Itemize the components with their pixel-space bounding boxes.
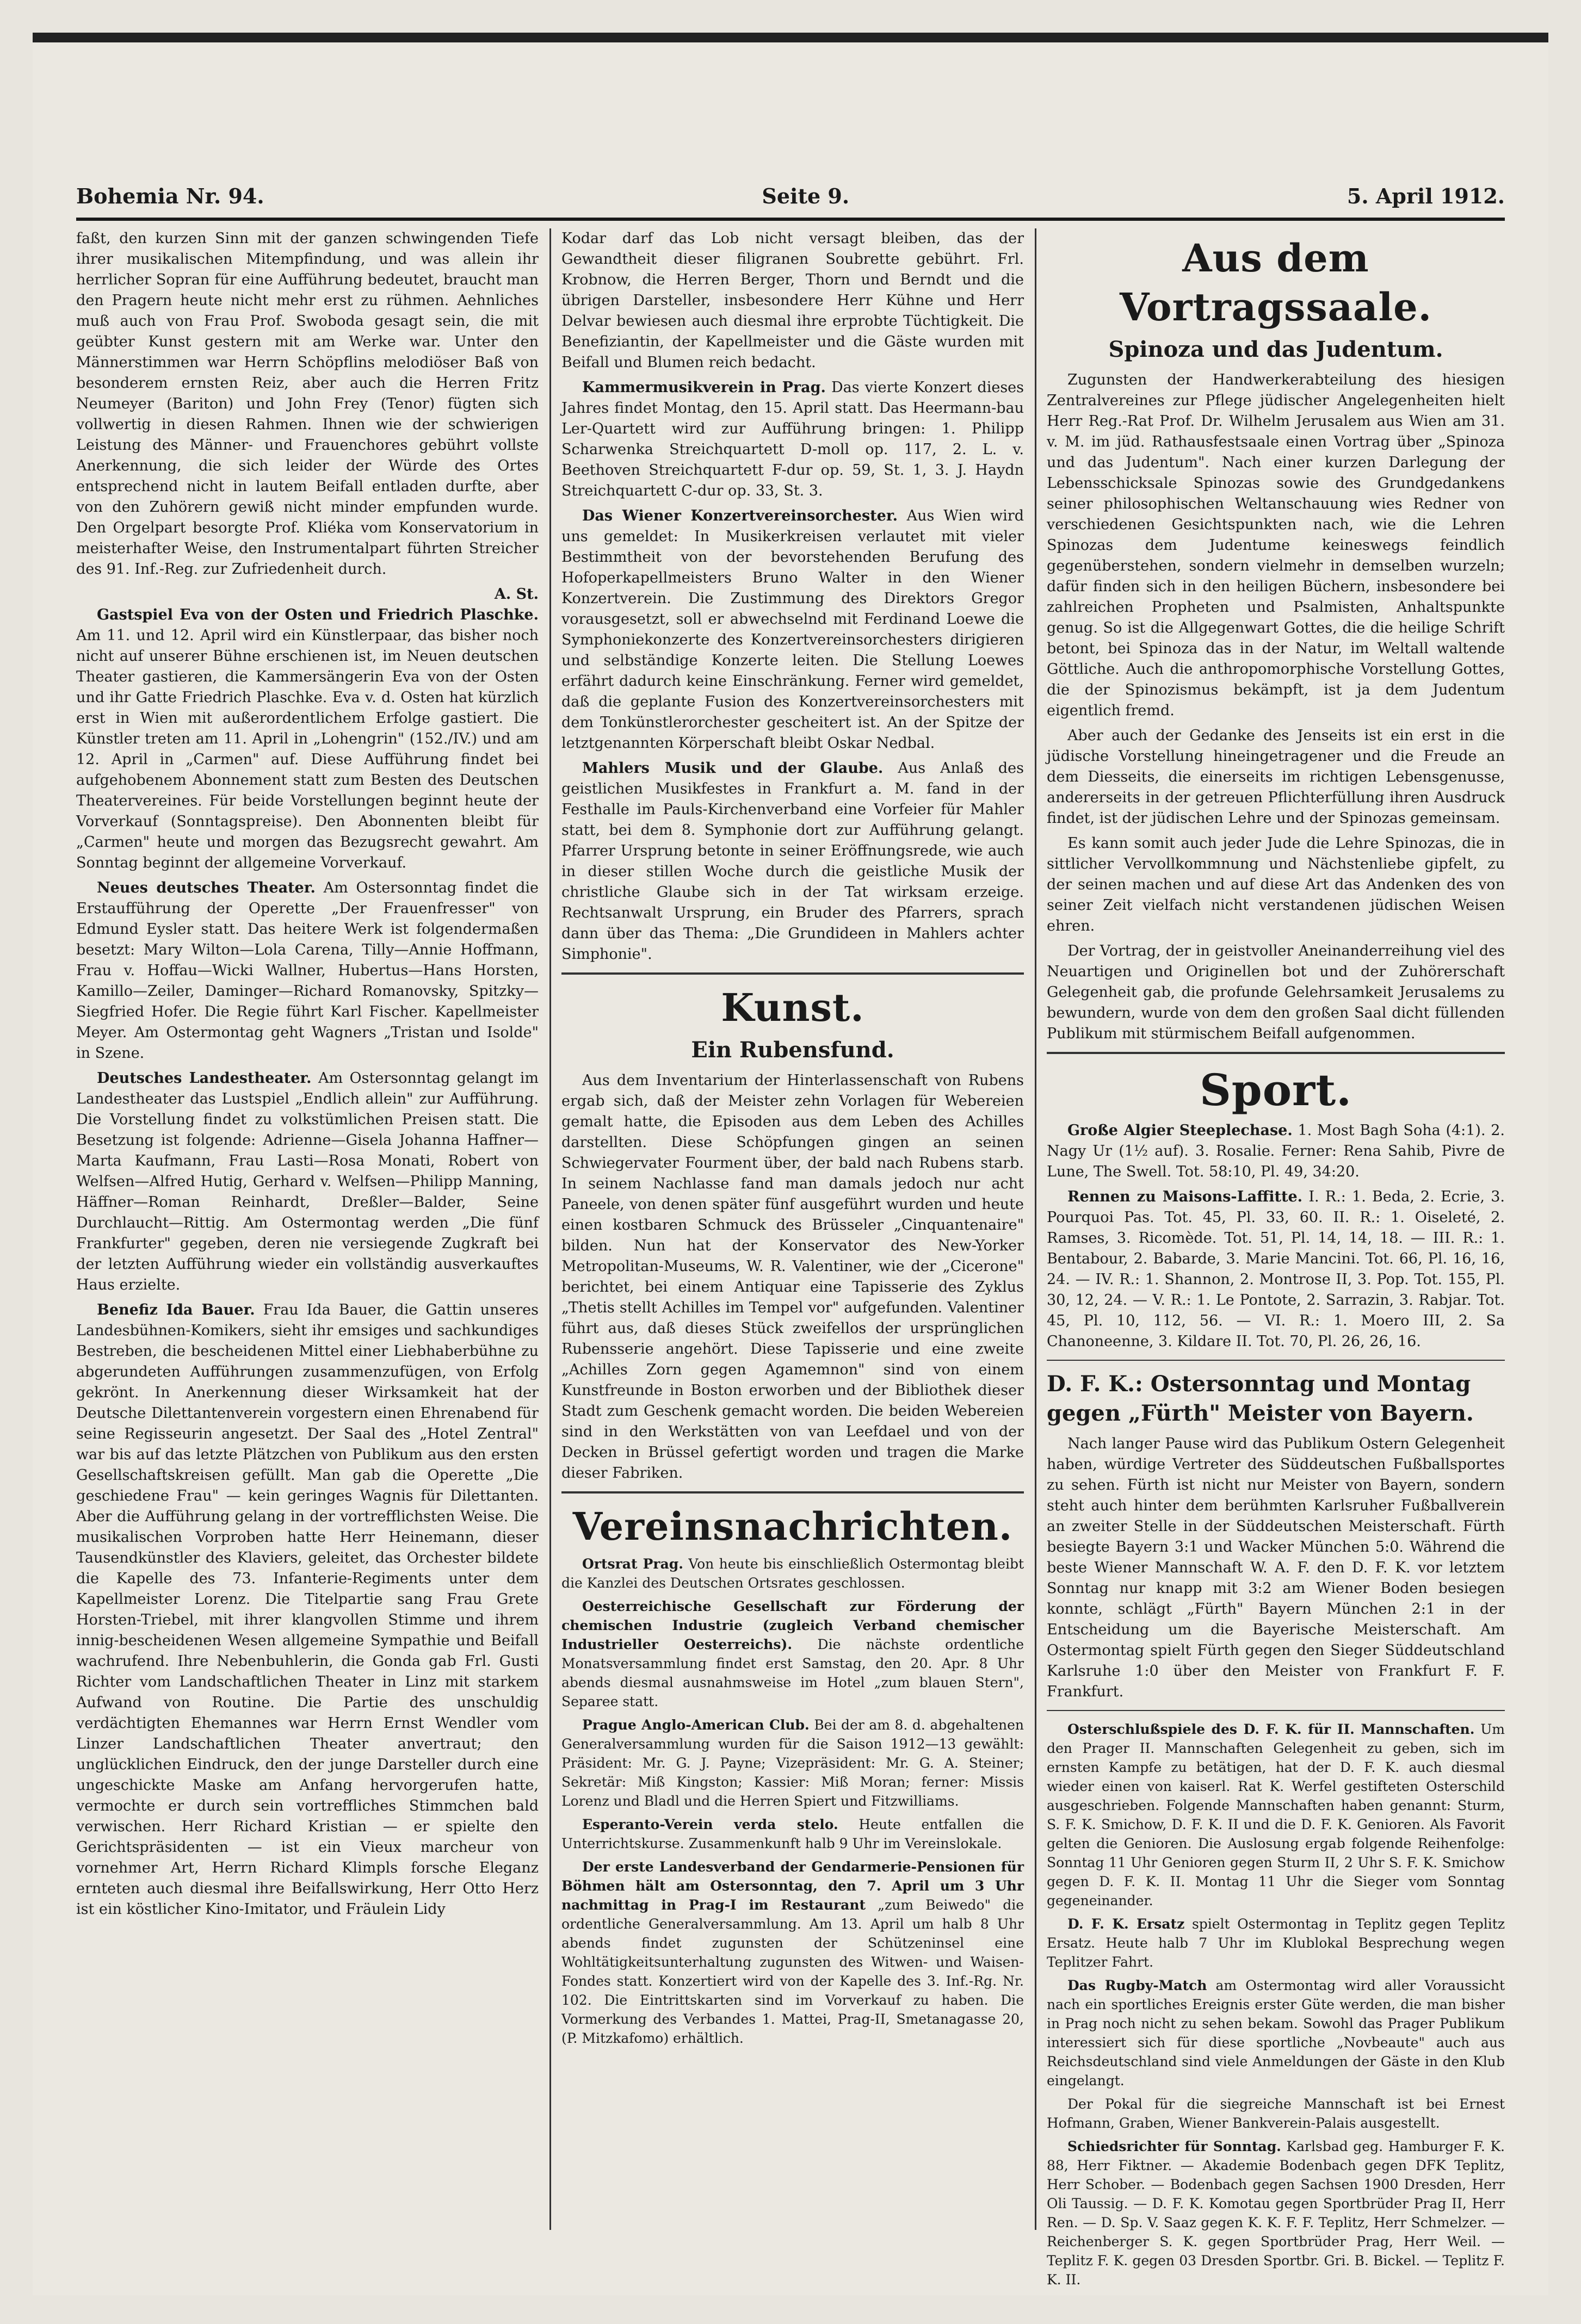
article-paragraph [561, 1857, 1024, 2048]
article-paragraph [561, 1715, 1024, 1811]
header-rule [76, 218, 1505, 221]
section-title-kunst: Kunst. [721, 985, 864, 1030]
section-rule [561, 1491, 1024, 1493]
paper-name: Bohemia Nr. 94. [76, 183, 264, 208]
paragraph-lead: Das Wiener Konzertvereinsorchester. [582, 507, 898, 524]
article-title: Ein Rubensfund. [691, 1037, 894, 1063]
paragraph-lead: Rennen zu Maisons-Laffitte. [1067, 1188, 1303, 1205]
paragraph-lead: Oesterreichische Gesellschaft zur Förderung der chemischen Industrie (zugleich Verband chemischer Industrieller Oesterreichs). [561, 1598, 1024, 1652]
article-paragraph [561, 1597, 1024, 1711]
article-paragraph [76, 1068, 539, 1296]
issue-date: 5. April 1912. [1347, 183, 1505, 208]
article-paragraph [561, 758, 1024, 965]
article-paragraph [1047, 1120, 1505, 1182]
paragraph-text: Frau Ida Bauer, die Gattin unseres Landesbühnen-Komikers, sieht ihr emsiges und sachkundiges Bestreben, die bescheidenen Mittel einer Liebhaberbühne zu abgerundeten Aufführungen zusammenzufügen, von Erfolg gekrönt. In Anerkennung dieser Wirksamkeit hat der Deutsche Dilettantenverein vorgestern einen Ehrenabend für seine Regisseurin angesetzt. Der Saal des „Hotel Zentral" war bis auf das letzte Plätzchen von Publikum aus den ersten Gesellschaftskreisen gefüllt. Man gab die Operette „Die geschiedene Frau" — kein geringes Wagnis für Dilettanten. Aber die Aufführung gelang in der vortrefflichsten Weise. Die musikalischen Vorproben hatte Herr Heinemann, dieser Tausendkünstler des Klaviers, geleitet, das Orchester bildete die Kapelle des 73. Infanterie-Regiments unter dem Kapellmeister Lorenz. Die Titelpartie sang Frau Grete Horsten-Triebel, mit ihrer klangvollen Stimme und ihrem innig-bescheidenen Wesen allgemeine Sympathie und Beifall wachrufend. Ihre Nebenbuhlerin, die Gonda gab Frl. Gusti Richter vom Landschaftlichen Theater in Linz mit starkem Aufwand von Routine. Die Partie des unschuldig verdächtigten Ehemannes war Herrn Ernst Wendler vom Linzer Landschaftlichen Theater anvertraut; den unglücklichen Eindruck, den der junge Darsteller durch eine ungeschickte Maske am Anfang hervorgerufen hatte, vermochte er durch sein vortreffliches Stimmchen bald verwischen. Herr Richard Kristian — er spielte den Gerichtspräsidenten — ist ein Vieux marcheur von vornehmer Art, Herrn Richard Klimpls forsche Eleganz ernteten auch diesmal ihre Beifallswirkung, Herr Otto Herz ist ein köstlicher Kino-Imitator, und Fräulein Lidy [76, 1302, 539, 1918]
article-paragraph: Es kann somit auch jeder Jude die Lehre Spinozas, die in sittlicher Vervollkommnung und Nächstenliebe gipfelt, zu der seinen machen und auf diese Art das Andenken des von seiner Zeit vielfach nicht verstandenen jüdischen Weisen ehren. [1047, 835, 1505, 934]
paragraph-text: 1. Most Bagh Soha (4:1). 2. Nagy Ur (1½ auf). 3. Rosalie. Ferner: Rena Sahib, Pivre de Lune, The Swell. Tot. 58:10, Pl. 49, 34:20. [1047, 1122, 1505, 1180]
notices-block [1047, 1720, 1505, 2289]
paragraph-text: I. R.: 1. Beda, 2. Ecrie, 3. Pourquoi Pas. Tot. 45, Pl. 33, 60. II. R.: 1. Oiseleté, 2. Ramses, 3. Ricomède. Tot. 51, Pl. 14, 14, 18. — III. R.: 1. Bentabour, 2. Babarde, 3. Marie Mancini. Tot. 66, Pl. 16, 16, 24. — IV. R.: 1. Shannon, 2. Montrose II, 3. Pop. Tot. 155, Pl. 30, 12, 24. — V. R.: 1. Le Pontote, 2. Sarrazin, 3. Rabjar. Tot. 45, Pl. 10, 112, 56. — VI. R.: 1. Moero III, 2. Sa Chanoneenne, 3. Kildare II. Tot. 70, Pl. 26, 26, 16. [1047, 1188, 1505, 1350]
notices-block [561, 1554, 1024, 2048]
article-title: Spinoza und das Judentum. [1108, 337, 1443, 362]
page-number: Seite 9. [762, 183, 850, 208]
article-paragraph [76, 605, 539, 873]
paragraph-text: Am Ostersonntag findet die Erstaufführung der Operette „Der Frauenfresser" von Edmund Eysler statt. Das heitere Werk ist folgendermaßen besetzt: Mary Wilton—Lola Carena, Tilly—Annie Hoffmann, Frau v. Hoffau—Wicki Wallner, Hubertus—Hans Horsten, Kamillo—Zeiler, Daminger—Richard Romanovsky, Spitzky—Siegfried Hofer. Die Regie führt Karl Fischer. Kapellmeister Meyer. Am Ostermontag geht Wagners „Tristan und Isolde" in Szene. [76, 879, 539, 1062]
paragraph-lead: Kammermusikverein in Prag. [582, 379, 826, 396]
paragraph-text: Heute entfallen die Unterrichtskurse. Zusammenkunft halb 9 Uhr im Vereinslokale. [561, 1817, 1024, 1851]
paragraph-lead: Das Rugby-Match [1067, 1978, 1207, 1993]
article-paragraph: faßt, den kurzen Sinn mit der ganzen schwingenden Tiefe ihrer musikalischen Mitempfindung, und was allein ihr herrlicher Sopran für eine Aufführung bedeutet, braucht man den Pragern heute nicht mehr erst zu rühmen. Aehnliches muß auch von Frau Prof. Swoboda gesagt sein, die mit geübter Kunst gestern mit am Werke war. Unter den Männerstimmen war Herrn Schöpflins melodiöser Baß von besonderem ernsten Reiz, aber auch die Herren Fritz Neumeyer (Bariton) und John Frey (Tenor) fügten sich vollwertig in diesen Rahmen. Ihnen wie der schwierigen Leistung des Männer- und Frauenchores gebührt vollste Anerkennung, die sich leider der Würde des Ortes entsprechend nicht in lautem Beifall entladen durfte, aber von den Zuhörern gewiß nicht minder empfunden wurde. Den Orgelpart besorgte Prof. Kliéka vom Konservatorium in meisterhafter Weise, den Instrumentalpart führten Streicher des 91. Inf.-Reg. zur Zufriedenheit durch. [76, 230, 539, 578]
paragraph-lead: Benefiz Ida Bauer. [97, 1302, 255, 1318]
column-3 [1047, 228, 1505, 2288]
article-paragraph [1047, 2137, 1505, 2289]
article-paragraph [561, 1815, 1024, 1853]
paragraph-lead: Der erste Landesverband der Gendarmerie-Pensionen für Böhmen hält am Ostersonntag, den 7. April um 3 Uhr nachmittag in Prag-I im Restaurant [561, 1859, 1024, 1913]
paragraph-text: Um den Prager II. Mannschaften Gelegenheit zu geben, sich im ernsten Kampfe zu betätigen, hat der D. F. K. auch diesmal wieder einen von kaiserl. Rat K. Werfel gestifteten Osterschild ausgeschrieben. Folgende Mannschaften haben genannt: Sturm, S. F. K. Smichow, D. F. K. II und die D. F. K. Genioren. Als Favorit gelten die Genioren. Die Auslosung ergab folgende Reihenfolge: Sonntag 11 Uhr Genioren gegen Sturm II, 2 Uhr S. F. K. Smichow gegen D. F. K. II. Montag 11 Uhr die Sieger vom Sonntag gegeneinander. [1047, 1721, 1505, 1908]
paragraph-lead: Prague Anglo-American Club. [582, 1717, 810, 1733]
paragraph-text: Karlsbad geg. Hamburger F. K. 88, Herr Fiktner. — Akademie Bodenbach gegen DFK Teplitz, Herr Schober. — Bodenbach gegen Sachsen 1900 Dresden, Herr Oli Taussig. — D. F. K. Komotau gegen Sportbrüder Prag II, Herr Ren. — D. Sp. V. Saaz gegen K. K. F. F. Teplitz, Herr Schmelzer. — Reichenberger S. K. gegen Sportbrüder Prag, Herr Weil. — Teplitz F. K. gegen 03 Dresden Sportbr. Gri. B. Bickel. — Teplitz F. K. II. [1047, 2139, 1505, 2288]
article-paragraph [1047, 1976, 1505, 2090]
article-paragraph [76, 878, 539, 1064]
paragraph-lead: Gastspiel Eva von der Osten und Friedrich Plaschke. [97, 606, 539, 623]
paragraph-text: am Ostermontag wird aller Voraussicht nach ein sportliches Ereignis erster Güte werden, die man bisher in Prag noch nicht zu sehen bekam. Sowohl das Prager Publikum interessiert sich für diese sportliche „Novbeaute" auch aus Reichsdeutschland sind viele Anmeldungen der Gäste in den Klub eingelangt. [1047, 1978, 1505, 2088]
paragraph-lead: Ortsrat Prag. [582, 1556, 683, 1572]
paragraph-lead: Schiedsrichter für Sonntag. [1067, 2139, 1281, 2154]
article-paragraph: Zugunsten der Handwerkerabteilung des hiesigen Zentralvereines zur Pflege jüdischer Angelegenheiten hielt Herr Reg.-Rat Prof. Dr. Wilhelm Jerusalem aus Wien am 31. v. M. im jüd. Rathausfestsaale einen Vortrag über „Spinoza und das Judentum". Nach einer kurzen Darlegung der Lebensschicksale Spinozas sowie des Grundgedankens seiner philosophischen Weltanschauung wies Redner von verschiedenen Gesichtspunkten nach, wie die Lehren Spinozas dem Judentume keineswegs feindlich gegenüberstehen, sondern vielmehr in demselben wurzeln; dafür finden sich in den heiligen Büchern, insbesondere bei zahlreichen Propheten und Psalmisten, Anhaltspunkte genug. So ist die Allgegenwart Gottes, die die heilige Schrift betont, bei Spinoza das in der Natur, im Weltall waltende Göttliche. Auch die anthropomorphische Vorstellung Gottes, die der Spinozismus bekämpft, ist ja dem Judentum eigentlich fremd. [1047, 371, 1505, 719]
paragraph-lead: Osterschlußspiele des D. F. K. für II. Mannschaften. [1067, 1721, 1475, 1737]
column-divider [549, 228, 551, 2230]
column-1 [76, 228, 539, 2246]
paragraph-text: Aus Anlaß des geistlichen Musikfestes in Frankfurt a. M. fand in der Festhalle im Pauls-Kirchenverband eine Vorfeier für Mahler statt, bei dem 8. Symphonie dort zur Aufführung gelangt. Pfarrer Ursprung betonte in seiner Eröffnungsrede, wie auch in dieser stillen Woche durch die geistliche Musik der christliche Glaube sich in der Tat wirksam erzeige. Rechtsanwalt Ursprung, ein Bruder des Pfarrers, sprach dann über das Thema: „Die Grundideen in Mahlers achter Simphonie". [561, 760, 1024, 963]
article-paragraph: Aber auch der Gedanke des Jenseits ist ein erst in die jüdische Vorstellung hineingetragener und die Freude an dem Diesseits, die einerseits im richtigen Lebensgenusse, andererseits in der getreuen Pflichterfüllung ihren Ausdruck findet, ist der jüdischen Lehre und der Spinozas gemeinsam. [1047, 727, 1505, 827]
column-2 [561, 228, 1024, 2246]
paragraph-text: Bei der am 8. d. abgehaltenen Generalversammlung wurden für die Saison 1912—13 gewählt: Präsident: Mr. G. J. Payne; Vizepräsident: Mr. G. A. Steiner; Sekretär: Miß Kingston; Kassier: Miß Moran; ferner: Missis Lorenz und Bladl und die Herren Spiert und Fitzwilliams. [561, 1717, 1024, 1809]
article-title: D. F. K.: Ostersonntag und Montag gegen „Fürth" Meister von Bayern. [1047, 1371, 1474, 1426]
article-paragraph [76, 1300, 539, 1920]
section-title-vereinsnachrichten: Vereinsnachrichten. [572, 1504, 1013, 1549]
paragraph-lead: Große Algier Steeplechase. [1067, 1122, 1293, 1139]
top-edge [33, 33, 1548, 42]
paragraph-text: Am 11. und 12. April wird ein Künstlerpaar, das bisher noch nicht auf unserer Bühne erschienen ist, im Neuen deutschen Theater gastieren, die Kammersängerin Eva von der Osten und ihr Gatte Friedrich Plaschke. Eva v. d. Osten hat kürzlich erst in Wien mit außerordentlichem Erfolge gastiert. Die Künstler treten am 11. April in „Lohengrin" (152./IV.) und am 12. April in „Carmen" auf. Diese Aufführung findet bei aufgehobenem Abonnement statt zum Besten des Deutschen Theatervereines. Für beide Vorstellungen beginnt heute der Vorverkauf (Sonntagspreise). Den Abonnenten bleibt für „Carmen" heute und morgen das Bezugsrecht gewahrt. Am Sonntag beginnt der allgemeine Vorverkauf. [76, 627, 539, 871]
paragraph-lead: Neues deutsches Theater. [97, 879, 316, 896]
paragraph-lead: D. F. K. Ersatz [1067, 1916, 1185, 1932]
page-header [76, 179, 1505, 212]
section-title-sport: Sport. [1199, 1064, 1353, 1115]
paragraph-lead: Mahlers Musik und der Glaube. [582, 760, 884, 777]
paragraph-text: Von heute bis einschließlich Ostermontag bleibt die Kanzlei des Deutschen Ortsrates geschlossen. [561, 1556, 1024, 1591]
article-paragraph [1047, 1914, 1505, 1972]
article-paragraph [1047, 1720, 1505, 1910]
column-divider [1035, 228, 1036, 2230]
section-rule [1047, 1710, 1505, 1711]
article-paragraph [561, 506, 1024, 754]
section-rule [561, 972, 1024, 975]
paragraph-text: Am Ostersonntag gelangt im Landestheater das Lustspiel „Endlich allein" zur Aufführung. Die Vorstellung findet zu volkstümlichen Preisen statt. Die Besetzung ist folgende: Adrienne—Gisela Johanna Haffner—Marta Kaufmann, Frau Lasti—Rosa Monati, Robert von Welfsen—Alfred Hutig, Gerhard v. Welfsen—Philipp Manning, Häffner—Roman Reinhardt, Dreßler—Balder, Seine Durchlaucht—Rittig. Am Ostermontag werden „Die fünf Frankfurter" gegeben, deren nie versiegende Zugkraft bei der letzten Aufführung wieder ein vollständig ausverkauftes Haus erzielte. [76, 1070, 539, 1293]
article-paragraph: Der Vortrag, der in geistvoller Aneinanderreihung viel des Neuartigen und Originellen bot und der Zuhörerschaft Gelegenheit gab, die profunde Gelehrsamkeit Jerusalems zu bewundern, wurde von dem den großen Saal dicht füllenden Publikum mit stürmischem Beifall aufgenommen. [1047, 943, 1505, 1042]
article-paragraph: Aus dem Inventarium der Hinterlassenschaft von Rubens ergab sich, daß der Meister zehn Vorlagen für Webereien gemalt hatte, die Episoden aus dem Leben des Achilles darstellten. Diese Schöpfungen gingen an seinen Schwiegervater Fourment über, der bald nach Rubens starb. In seinem Nachlasse fand man damals jedoch nur acht Paneele, von denen später fünf ausgeführt wurden und heute einen kostbaren Schmuck des Brüsseler „Cinquantenaire" bilden. Nun hat der Konservator des New-Yorker Metropolitan-Museums, W. R. Valentiner, wie der „Cicerone" berichtet, bei einem Antiquar eine Tapisserie des Zyklus „Thetis stellt Achilles im Tempel vor" aufgefunden. Valentiner führt aus, daß dieses Stück zweifellos der ursprünglichen Rubensserie angehört. Diese Tapisserie und eine zweite „Achilles Zorn gegen Agamemnon" sind von einem Kunstfreunde in Boston erworben und der Bibliothek dieser Stadt zum Geschenk gemacht worden. Die beiden Webereien sind in den Werkstätten von van Leefdael und von der Decken in Brüssel gefertigt worden und tragen die Marke dieser Fabriken. [561, 1072, 1024, 1482]
paragraph-text: Aus Wien wird uns gemeldet: In Musikerkreisen verlautet mit vieler Bestimmtheit von der bevorstehenden Berufung des Hofoperkapellmeisters Bruno Walter in den Wiener Konzertverein. Die Zustimmung des Direktors Gregor vorausgesetzt, soll er abwechselnd mit Ferdinand Loewe die Symphoniekonzerte des Konzertvereinsorchesters dirigieren und selbständige Konzerte leiten. Die Stellung Loewes erfährt dadurch keine Einschränkung. Ferner wird gemeldet, daß die geplante Fusion des Konzertvereinsorchesters mit dem Tonkünstlerorchester gescheitert ist. An der Spitze der letztgenannten Körperschaft bleibt Oskar Nedbal. [561, 507, 1024, 752]
author-sign: A. St. [494, 586, 539, 603]
article-paragraph [561, 1554, 1024, 1592]
section-title-vortragssaale: Aus dem Vortragssaale. [1120, 236, 1432, 330]
paragraph-text: Das vierte Konzert dieses Jahres findet Montag, den 15. April statt. Das Heermann-bau Ler-Quartett wird zur Aufführung bringen: 1. Philipp Scharwenka Streichquartett D-moll op. 117, 2. L. v. Beethoven Streichquartett F-dur op. 59, St. 1, 3. J. Haydn Streichquartett C-dur op. 33, St. 3. [561, 379, 1024, 499]
paragraph-lead: Deutsches Landestheater. [97, 1070, 312, 1087]
section-rule [1047, 1052, 1505, 1054]
paragraph-lead: Esperanto-Verein verda stelo. [582, 1817, 838, 1832]
article-paragraph [1047, 1187, 1505, 1352]
paragraph-text: Die nächste ordentliche Monatsversammlung findet erst Samstag, den 20. Apr. 8 Uhr abends diesmal ausnahmsweise im Hotel „zum blauen Stern", Separee statt. [561, 1637, 1024, 1709]
article-paragraph: Kodar darf das Lob nicht versagt bleiben, das der Gewandtheit dieser filigranen Soubrette gebührt. Frl. Krobnow, die Herren Berger, Thorn und Berndt und die übrigen Darsteller, insbesondere Herr Kühne und Herr Delvar bewiesen auch diesmal ihre erprobte Tüchtigkeit. Die Benefiziantin, der Kapellmeister und die Gäste wurden mit Beifall und Blumen reich bedacht. [561, 230, 1024, 371]
section-rule [1047, 1360, 1505, 1361]
article-paragraph: Nach langer Pause wird das Publikum Ostern Gelegenheit haben, würdige Vertreter des Süddeutschen Fußballsportes zu sehen. Fürth ist nicht nur Meister von Bayern, sondern steht auch hinter dem berühmten Karlsruher Fußballverein an zweiter Stelle in der Süddeutschen Meisterschaft. Fürth besiegte Bayern 3:1 und Wacker München 5:0. Während die beste Wiener Mannschaft W. A. F. den D. F. K. vor letztem Sonntag nur knapp mit 3:2 am Wiener Boden besiegen konnte, schlägt „Fürth" Bayern München 2:1 in der Entscheidung um die Bayerische Meisterschaft. Am Ostermontag spielt Fürth gegen den Sieger Süddeutschland Karlsruhe 1:0 über den Meister von Frankfurt F. F. Frankfurt. [1047, 1435, 1505, 1700]
paragraph-text: „zum Beiwedo" die ordentliche Generalversammlung. Am 13. April um halb 8 Uhr abends findet zugunsten der Schützeninsel eine Wohltätigkeitsunterhaltung zugunsten des Witwen- und Waisen-Fondes statt. Konzertiert wird von der Kapelle des 3. Inf.-Rg. Nr. 102. Die Eintrittskarten sind im Vorverkauf zu haben. Die Vormerkung des Verbandes 1. Mattei, Prag-II, Smetanagasse 20, (P. Mitzkafomo) erhältlich. [561, 1897, 1024, 2046]
paragraph-text: spielt Ostermontag in Teplitz gegen Teplitz Ersatz. Heute halb 7 Uhr im Klublokal Besprechung wegen Teplitzer Fahrt. [1047, 1916, 1505, 1970]
newspaper-page [33, 33, 1548, 2295]
article-paragraph [561, 377, 1024, 501]
article-paragraph: Der Pokal für die siegreiche Mannschaft ist bei Ernest Hofmann, Graben, Wiener Bankverein-Palais ausgestellt. [1047, 2096, 1505, 2131]
